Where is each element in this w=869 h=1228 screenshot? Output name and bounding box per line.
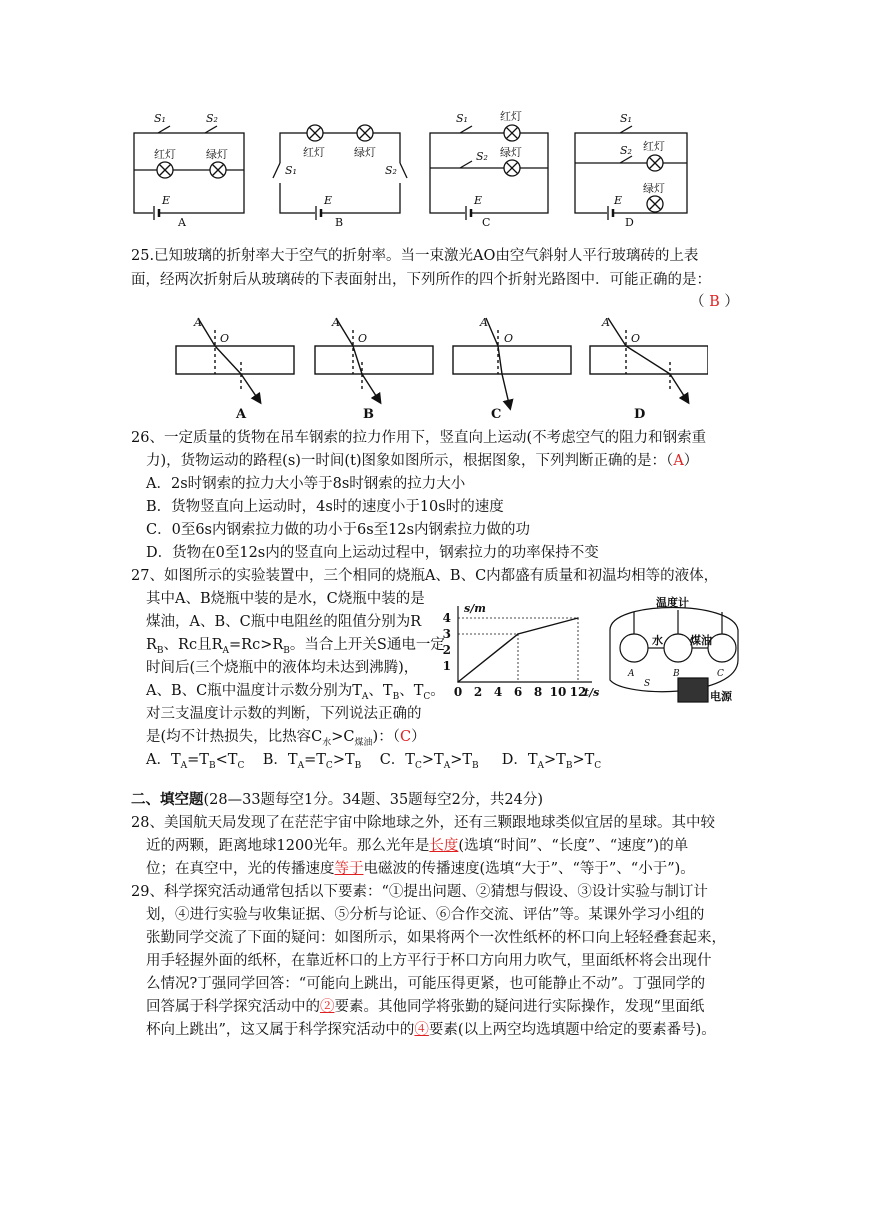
water-label: 水 [652,634,663,647]
svg-text:O: O [358,332,368,345]
switch-label: S₁ [456,112,468,125]
svg-text:O: O [220,332,230,345]
thermometer-label: 温度计 [656,596,689,609]
q26-option-b: B．货物竖直向上运动时，4s时的速度小于10s时的速度 [146,499,504,515]
q28-blank1: 长度 [429,838,459,854]
svg-text:A: A [194,316,202,329]
circuit-label: B [335,216,344,229]
circuit-diagrams [120,108,700,233]
battery-label: E [324,194,333,207]
lamp-label: 红灯 [303,146,325,159]
svg-text:B: B [673,669,680,679]
q27-line8: 是(均不计热损失，比热容$C_水>C_{煤油}$)：（C） [146,729,426,748]
kerosene-label: 煤油 [690,634,712,647]
svg-text:A: A [480,316,488,329]
circuit-label: A [178,216,186,229]
data-point [517,633,519,635]
q28-line2: 近的两颗，距离地球1200光年。那么光年是长度(选填“时间”、“长度”、“速度”)的单 [146,838,689,854]
lamp-label: 绿灯 [643,182,665,195]
switch-label: S₁ [154,112,166,125]
diagram-label: C [491,407,502,422]
x-tick-label: 2 [473,685,483,699]
q29-blank2: ④ [414,1022,429,1038]
data-point [457,681,459,683]
x-tick-label: 4 [493,685,503,699]
q28-line1: 28、美国航天局发现了在茫茫宇宙中除地球之外，还有三颗跟地球类似宜居的星球。其中较 [131,815,715,831]
lamp-label: 红灯 [154,148,176,161]
lamp-label: 绿灯 [500,146,522,159]
q25-answer: B [709,294,720,310]
section2-note: (28—33题每空1分。34题、35题每空2分，共24分) [203,792,544,808]
q28-blank2: 等于 [334,861,364,877]
diagram-label: B [363,407,374,422]
section2-heading [131,790,543,810]
svg-text:O: O [504,332,514,345]
battery-label: E [474,194,483,207]
q27-line5: 时间后(三个烧瓶中的液体均未达到沸腾)， [146,660,419,676]
q25-answer-line: （ B ） [690,294,739,310]
circuit-label: D [625,216,634,229]
x-tick-label: 12 [569,685,587,699]
data-point [577,617,579,619]
switch-label: S₁ [285,164,297,177]
q29-line5: 么情况?丁强同学回答：“可能向上跳出，可能压得更紧，也可能静止不动”。丁强同学的 [146,976,706,992]
svg-text:A: A [332,316,340,329]
q26-option-c: C．0至6s内钢索拉力做的功小于6s至12s内钢索拉力做的功 [146,522,531,538]
svg-text:A: A [602,316,610,329]
q27-line3: 煤油，A、B、C瓶中电阻丝的阻值分别为R [146,614,422,630]
q29-line2: 划，④进行实验与收集证据、⑤分析与论证、⑥合作交流、评估”等。某课外学习小组的 [146,907,705,923]
q27-line2: 其中A、B烧瓶中装的是水，C烧瓶中装的是 [146,591,425,607]
s-t-chart [440,600,600,704]
refraction-diagrams [168,312,708,422]
x-tick-label: 0 [453,685,463,699]
circuit-label: C [482,216,491,229]
switch-label: S₂ [206,112,218,125]
apparatus-diagram [604,590,744,708]
q27-options: A．$T_A=T_B<T_C$ B．$T_A=T_C>T_B$ C．$T_C>T_A>T_B$ D．$T_A>T_B>T_C$ [146,752,602,771]
q26-option-d: D．货物在0至12s内的竖直向上运动过程中，钢索拉力的功率保持不变 [146,545,599,561]
q26-option-a: A．2s时钢索的拉力大小等于8s时钢索的拉力大小 [146,476,466,492]
q27-answer: C [399,729,412,745]
q25-line2: 面，经两次折射后从玻璃砖的下表面射出，下列所作的四个折射光路图中．可能正确的是： [131,272,711,288]
q27-line6: A、B、C瓶中温度计示数分别为$T_A$、$T_B$、$T_C$。 [146,683,445,702]
q29-blank1: ② [320,999,335,1015]
lamp-label: 红灯 [643,140,665,153]
q28-line3: 位；在真空中，光的传播速度等于电磁波的传播速度(选填“大于”、“等于”、“小于”)。 [146,861,695,877]
q26-line2: 力)，货物运动的路程(s)一时间(t)图象如图所示，根据图象，下列判断正确的是：（A） [146,453,699,469]
section2-title: 二、填空题 [131,792,204,808]
q27-line4: $R_B$、Rc且$R_A=Rc>R_B$。当合上开关S通电一定 [146,637,445,656]
y-tick-label: 1 [442,659,451,673]
switch-label: S₂ [385,164,397,177]
q27-line1: 27、如图所示的实验装置中，三个相同的烧瓶A、B、C内都盛有质量和初温均相等的液体， [131,568,719,584]
battery-label: E [162,194,171,207]
q29-line6: 回答属于科学探究活动中的②要素。其他同学将张勤的疑问进行实际操作，发现“里面纸 [146,999,705,1015]
switch-label: S₂ [476,150,488,163]
svg-text:C: C [717,669,724,679]
y-axis-label: s/m [464,602,486,615]
svg-text:A: A [628,669,635,679]
lamp-label: 红灯 [500,110,522,123]
q26-line1: 26、一定质量的货物在吊车钢索的拉力作用下，竖直向上运动(不考虑空气的阻力和钢索重 [131,430,707,446]
q29-line7: 杯向上跳出”，这又属于科学探究活动中的④要素(以上两空均选填题中给定的要素番号)。 [146,1022,716,1038]
q25-line1: 25.已知玻璃的折射率大于空气的折射率。当一束激光AO由空气斜射人平行玻璃砖的上表 [131,248,699,264]
power-label: 电源 [710,690,732,703]
diagram-label: A [236,407,247,422]
x-axis-label: t/s [584,686,600,699]
q29-line4: 用手轻握外面的纸杯，在靠近杯口的上方平行于杯口方向用力吹气，里面纸杯将会出现什 [146,953,712,969]
x-tick-label: 10 [549,685,567,699]
q26-answer: A [673,453,684,469]
lamp-label: 绿灯 [354,146,376,159]
switch-label: S₂ [620,144,632,157]
q29-line3: 张勤同学交流了下面的疑问：如图所示，如果将两个一次性纸杯的杯口向上轻轻叠套起来， [146,930,726,946]
y-tick-label: 4 [442,611,451,625]
lamp-label: 绿灯 [206,148,228,161]
x-tick-label: 6 [513,685,523,699]
y-tick-label: 2 [442,643,451,657]
svg-text:S: S [644,679,651,689]
svg-text:O: O [631,332,641,345]
x-tick-label: 8 [533,685,543,699]
switch-label: S₁ [620,112,632,125]
q27-line7: 对三支温度计示数的判断，下列说法正确的 [146,706,422,722]
q29-line1: 29、科学探究活动通常包括以下要素：“①提出问题、②猜想与假设、③设计实验与制订计 [131,884,708,900]
battery-label: E [614,194,623,207]
y-tick-label: 3 [442,627,451,641]
diagram-label: D [634,407,646,422]
